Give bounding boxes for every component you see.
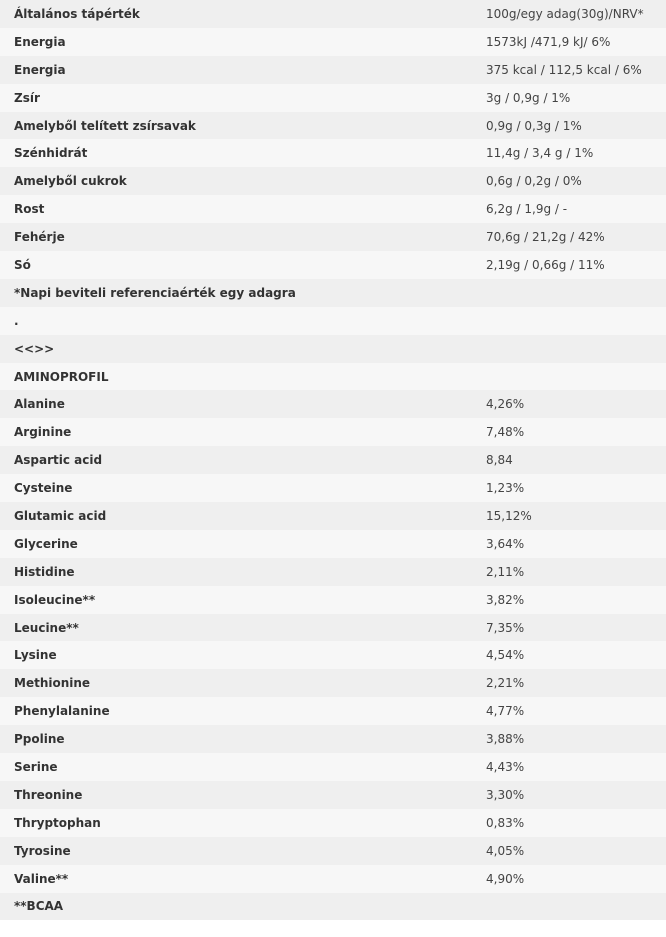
row-value: 8,84: [486, 453, 513, 468]
row-value: 1,23%: [486, 481, 525, 496]
row-label: <<>>: [14, 341, 55, 356]
table-row: [0, 502, 666, 530]
table-row: [0, 697, 666, 725]
table-row: [0, 84, 666, 112]
row-label: Glycerine: [14, 536, 78, 551]
table-row: [0, 307, 666, 335]
table-row: [0, 28, 666, 56]
table-row: [0, 279, 666, 307]
table-row: [0, 641, 666, 669]
row-label: Valine**: [14, 871, 69, 886]
row-label: Alanine: [14, 397, 65, 412]
row-value: 100g/egy adag(30g)/NRV*: [486, 6, 644, 21]
table-row: [0, 725, 666, 753]
row-value: 2,19g / 0,66g / 11%: [486, 257, 605, 272]
table-row: [0, 139, 666, 167]
table-row: [0, 809, 666, 837]
section-heading: AMINOPROFIL: [14, 369, 109, 384]
row-value: 0,6g / 0,2g / 0%: [486, 174, 582, 189]
row-label: .: [14, 313, 19, 328]
row-label: Thryptophan: [14, 815, 101, 830]
row-label: *Napi beviteli referenciaérték egy adagra: [14, 285, 296, 300]
table-row: [0, 586, 666, 614]
row-label: Arginine: [14, 425, 72, 440]
table-row: [0, 56, 666, 84]
table-row: [0, 893, 666, 921]
row-value: 4,90%: [486, 871, 525, 886]
table-row: [0, 418, 666, 446]
row-label: Serine: [14, 759, 58, 774]
row-label: Fehérje: [14, 230, 65, 245]
row-label: Leucine**: [14, 620, 79, 635]
table-row: [0, 363, 666, 391]
row-value: 4,77%: [486, 704, 525, 719]
row-value: 0,9g / 0,3g / 1%: [486, 118, 582, 133]
table-row: [0, 446, 666, 474]
table-row: [0, 614, 666, 642]
row-label: Lysine: [14, 648, 57, 663]
row-value: 4,26%: [486, 397, 525, 412]
row-value: 7,48%: [486, 425, 525, 440]
row-value: 1573kJ /471,9 kJ/ 6%: [486, 34, 611, 49]
table-row: [0, 335, 666, 363]
table-row: [0, 837, 666, 865]
row-label: Tyrosine: [14, 843, 71, 858]
row-label: Szénhidrát: [14, 146, 88, 161]
row-label: Energia: [14, 62, 66, 77]
row-label: Általános tápérték: [14, 6, 140, 21]
row-label: Threonine: [14, 787, 83, 802]
table-row: [0, 251, 666, 279]
row-label: Aspartic acid: [14, 453, 103, 468]
table-row: [0, 112, 666, 140]
row-label: Methionine: [14, 676, 91, 691]
row-label: Zsír: [14, 90, 40, 105]
row-value: 3,88%: [486, 732, 525, 747]
table-row: [0, 167, 666, 195]
row-value: 3,64%: [486, 536, 525, 551]
row-label: Histidine: [14, 564, 75, 579]
row-value: 375 kcal / 112,5 kcal / 6%: [486, 62, 642, 77]
table-row: [0, 474, 666, 502]
row-label: Isoleucine**: [14, 592, 96, 607]
table-row: [0, 669, 666, 697]
row-label: Glutamic acid: [14, 508, 107, 523]
row-value: 4,05%: [486, 843, 525, 858]
table-row: [0, 530, 666, 558]
row-value: 0,83%: [486, 815, 525, 830]
row-value: 11,4g / 3,4 g / 1%: [486, 146, 594, 161]
table-row: [0, 753, 666, 781]
row-label: Phenylalanine: [14, 704, 110, 719]
row-label: Energia: [14, 34, 66, 49]
row-label: Rost: [14, 202, 45, 217]
table-row: [0, 781, 666, 809]
row-value: 3,30%: [486, 787, 525, 802]
table-row: [0, 558, 666, 586]
row-value: 6,2g / 1,9g / -: [486, 202, 568, 217]
table-row: [0, 195, 666, 223]
row-value: 15,12%: [486, 508, 532, 523]
row-label: Cysteine: [14, 481, 73, 496]
row-value: 4,43%: [486, 759, 525, 774]
row-value: 7,35%: [486, 620, 525, 635]
table-row: [0, 223, 666, 251]
row-value: 4,54%: [486, 648, 525, 663]
row-label: Só: [14, 257, 31, 272]
row-label: Ppoline: [14, 732, 65, 747]
row-value: 2,21%: [486, 676, 525, 691]
row-label: Amelyből cukrok: [14, 174, 127, 189]
row-label: Amelyből telített zsírsavak: [14, 118, 196, 133]
table-row: [0, 865, 666, 893]
row-value: 3,82%: [486, 592, 525, 607]
table-row: [0, 390, 666, 418]
row-label: **BCAA: [14, 899, 64, 914]
row-value: 3g / 0,9g / 1%: [486, 90, 571, 105]
row-value: 70,6g / 21,2g / 42%: [486, 230, 605, 245]
row-value: 2,11%: [486, 564, 525, 579]
table-row: [0, 0, 666, 28]
